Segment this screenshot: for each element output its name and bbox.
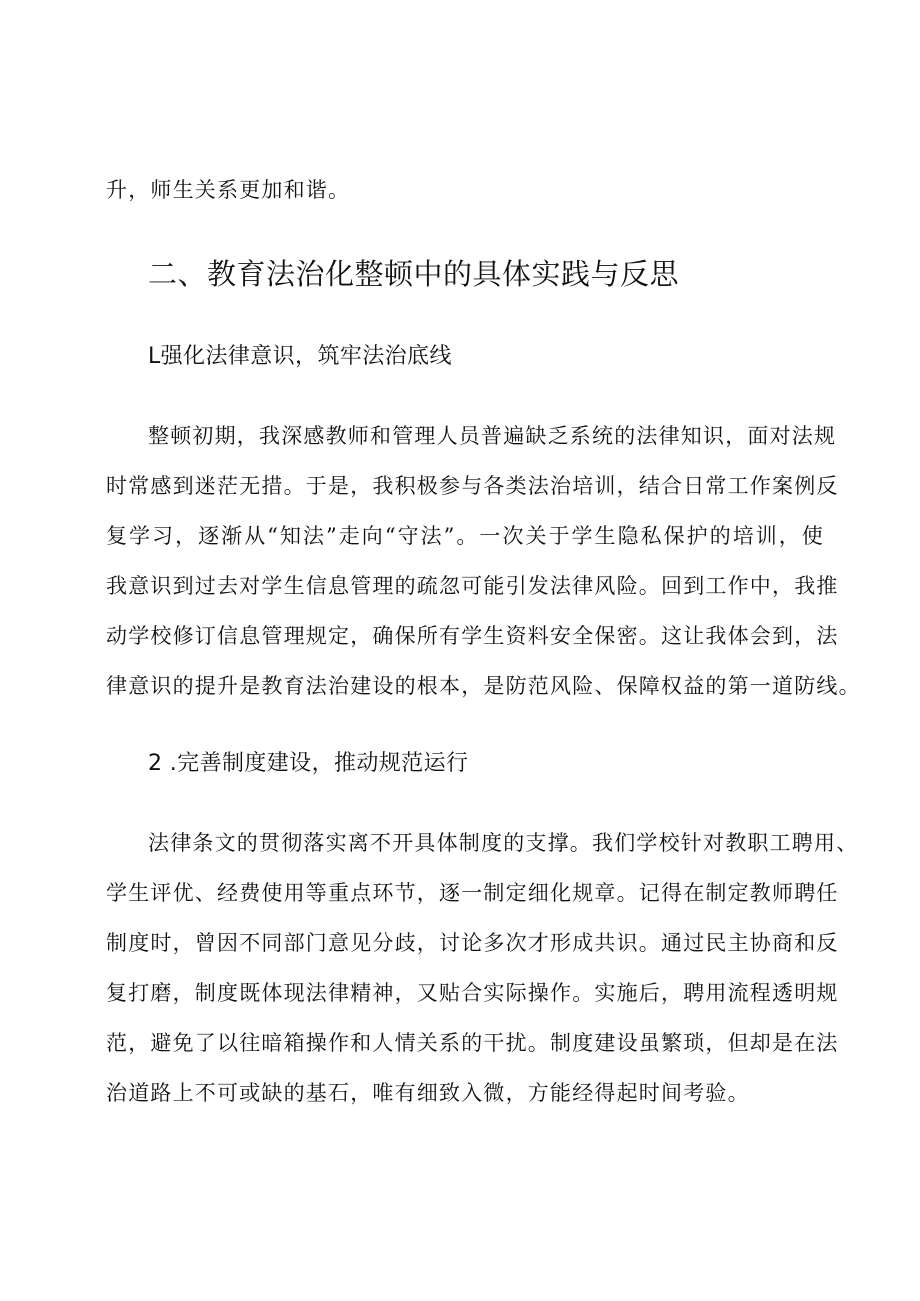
paragraph-2-line-6: 治道路上不可或缺的基石，唯有细致入微，方能经得起时间考验。 — [106, 1081, 750, 1105]
paragraph-1-line-6: 律意识的提升是教育法治建设的根本，是防范风险、保障权益的第一道防线。 — [106, 674, 861, 698]
paragraph-2-line-2: 学生评优、经费使用等重点环节，逐一制定细化规章。记得在制定教师聘任 — [106, 881, 839, 905]
section-heading-main: 二、教育法治化整顿中的具体实践与反思 — [148, 257, 680, 291]
paragraph-1-line-1: 整顿初期，我深感教师和管理人员普遍缺乏系统的法律知识，面对法规 — [148, 424, 837, 448]
paragraph-1-line-5: 动学校修订信息管理规定，确保所有学生资料安全保密。这让我体会到，法 — [106, 624, 839, 648]
paragraph-1-line-4: 我意识到过去对学生信息管理的疏忽可能引发法律风险。回到工作中，我推 — [106, 574, 839, 598]
paragraph-1-line-2: 时常感到迷茫无措。于是，我积极参与各类法治培训，结合日常工作案例反 — [106, 474, 839, 498]
paragraph-2-line-4: 复打磨，制度既体现法律精神，又贴合实际操作。实施后，聘用流程透明规 — [106, 981, 839, 1005]
paragraph-2-line-3: 制度时，曾因不同部门意见分歧，讨论多次才形成共识。通过民主协商和反 — [106, 931, 839, 955]
paragraph-1-line-3: 复学习，逐渐从“知法”走向“守法”。一次关于学生隐私保护的培训，使 — [106, 524, 824, 548]
continuation-line: 升，师生关系更加和谐。 — [106, 178, 351, 202]
paragraph-2-line-1: 法律条文的贯彻落实离不开具体制度的支撑。我们学校针对教职工聘用、 — [148, 831, 859, 855]
paragraph-2-line-5: 范，避免了以往暗箱操作和人情关系的干扰。制度建设虽繁琐，但却是在法 — [106, 1031, 839, 1055]
subsection-heading-1: L强化法律意识，筑牢法治底线 — [148, 344, 452, 369]
subsection-heading-2: 2 .完善制度建设，推动规范运行 — [148, 751, 469, 776]
